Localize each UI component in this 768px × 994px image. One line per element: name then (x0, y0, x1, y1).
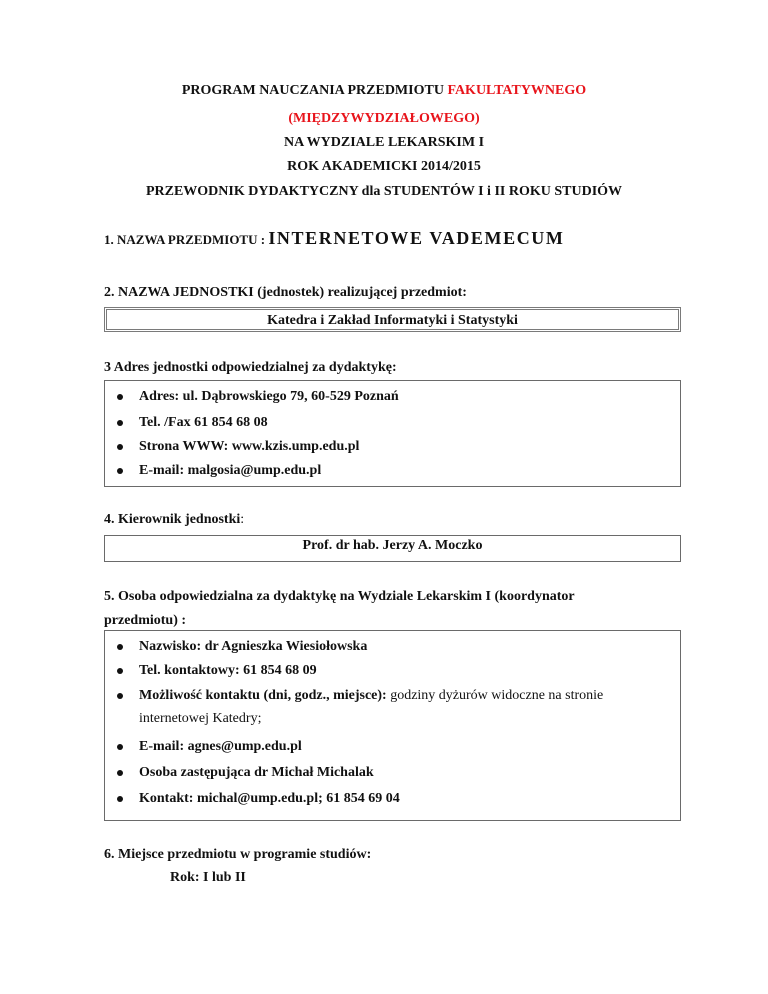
section-1-prefix: 1. NAZWA PRZEDMIOTU : (104, 232, 269, 247)
list-item: E-mail: malgosia@ump.edu.pl (139, 462, 699, 480)
bullet-icon (117, 644, 123, 650)
section-3-box (104, 380, 681, 487)
list-item: Kontakt: michal@ump.edu.pl; 61 854 69 04 (139, 790, 699, 808)
section-2-heading: 2. NAZWA JEDNOSTKI (jednostek) realizującej przedmiot: (104, 285, 467, 300)
bullet-icon (117, 744, 123, 750)
header-line-1 (0, 82, 768, 100)
study-year: Rok: I lub II (170, 870, 246, 885)
list-item: Strona WWW: www.kzis.ump.edu.pl (139, 438, 699, 456)
section-2-box (104, 307, 681, 332)
section-1-heading (104, 229, 564, 249)
list-item: Tel. kontaktowy: 61 854 68 09 (139, 662, 699, 680)
bullet-icon (117, 693, 123, 699)
section-5-box (104, 630, 681, 821)
course-title: INTERNETOWE VADEMECUM (268, 228, 565, 248)
list-item-continuation: internetowej Katedry; (139, 711, 262, 726)
list-item: Możliwość kontaktu (dni, godz., miejsce): godziny dyżurów widoczne na stronie (139, 687, 699, 705)
section-5-heading-line-2: przedmiotu) : (104, 613, 187, 628)
bullet-icon (117, 770, 123, 776)
head-of-unit: Prof. dr hab. Jerzy A. Moczko (302, 538, 483, 553)
list-item: Adres: ul. Dąbrowskiego 79, 60-529 Poznań (139, 388, 699, 406)
list-item: Osoba zastępująca dr Michał Michalak (139, 764, 699, 782)
section-3-heading: 3 Adres jednostki odpowiedzialnej za dydaktykę: (104, 360, 397, 375)
header-line-5: PRZEWODNIK DYDAKTYCZNY dla STUDENTÓW I i II ROKU STUDIÓW (145, 184, 623, 199)
header-line-3: NA WYDZIALE LEKARSKIM I (283, 135, 485, 150)
section-4-colon: : (240, 512, 245, 527)
bullet-icon (117, 444, 123, 450)
bullet-icon (117, 668, 123, 674)
bullet-icon (117, 420, 123, 426)
unit-name: Katedra i Zakład Informatyki i Statystyki (267, 313, 518, 328)
section-4-box (104, 535, 681, 562)
header-line-1-prefix: PROGRAM NAUCZANIA PRZEDMIOTU (181, 83, 448, 98)
header-line-4: ROK AKADEMICKI 2014/2015 (287, 159, 481, 174)
section-5-heading-line-1: 5. Osoba odpowiedzialna za dydaktykę na Wydziale Lekarskim I (koordynator (104, 589, 575, 604)
list-item: E-mail: agnes@ump.edu.pl (139, 738, 699, 756)
section-4-heading-text: 4. Kierownik jednostki (104, 512, 241, 527)
section-6-heading: 6. Miejsce przedmiotu w programie studiów: (104, 847, 372, 862)
list-item: Nazwisko: dr Agnieszka Wiesiołowska (139, 638, 699, 656)
list-item: Tel. /Fax 61 854 68 08 (139, 414, 699, 432)
header-line-2: (MIĘDZYWYDZIAŁOWEGO) (288, 111, 480, 126)
bullet-icon (117, 796, 123, 802)
bullet-icon (117, 468, 123, 474)
bullet-icon (117, 394, 123, 400)
header-line-1-red: FAKULTATYWNEGO (447, 83, 587, 98)
section-4-heading (104, 511, 244, 529)
